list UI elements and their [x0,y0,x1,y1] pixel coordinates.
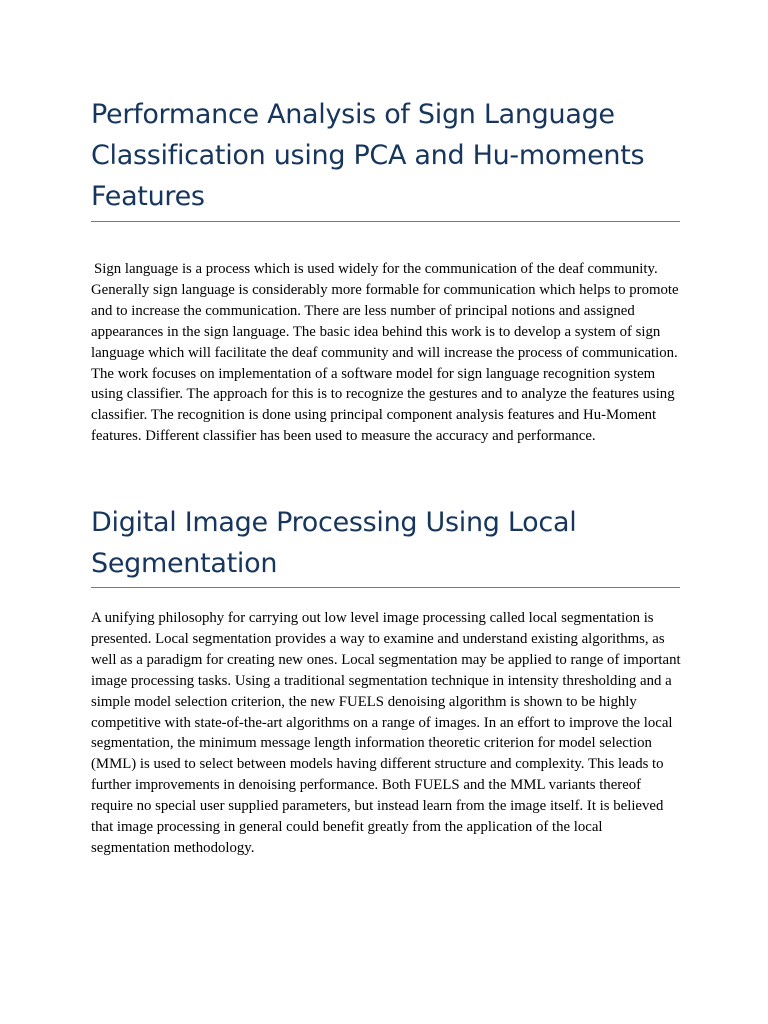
heading-underline-rule [91,221,680,222]
section-heading-local-segmentation: Digital Image Processing Using Local Segmentation [91,507,577,579]
heading-underline-rule [91,587,680,588]
section-body-local-segmentation: A unifying philosophy for carrying out low level image processing called local segmentation is presented. Local segmentation provides a way to examine and understand existing algorithms, as well as a paradigm for creating new ones. Local segmentation may be applied to range of important image processing tasks. Using a traditional segmentation technique in intensity thresholding and a simple model selection criterion, the new FUELS denoising algorithm is shown to be highly competitive with state-of-the-art algorithms on a range of images. In an effort to improve the local segmentation, the minimum message length information theoretic criterion for model selection (MML) is used to select between models having different structure and complexity. This leads to further improvements in denoising performance. Both FUELS and the MML variants thereof require no special user supplied parameters, but instead learn from the image itself. It is believed that image processing in general could benefit greatly from the application of the local segmentation methodology. [91,610,681,856]
section-heading-sign-language: Performance Analysis of Sign Language Classification using PCA and Hu-moments Features [91,99,645,212]
section-body-sign-language: Sign language is a process which is used widely for the communication of the deaf community. Generally sign language is considerably more formable for communication which helps to promote and to increase the communication. There are less number of principal notions and assigned appearances in the sign language. The basic idea behind this work is to develop a system of sign language which will facilitate the deaf community and will increase the process of communication. The work focuses on implementation of a software model for sign language recognition system using classifier. The approach for this is to recognize the gestures and to analyze the features using classifier. The recognition is done using principal component analysis features and Hu-Moment features. Different classifier has been used to measure the accuracy and performance. [91,261,679,445]
